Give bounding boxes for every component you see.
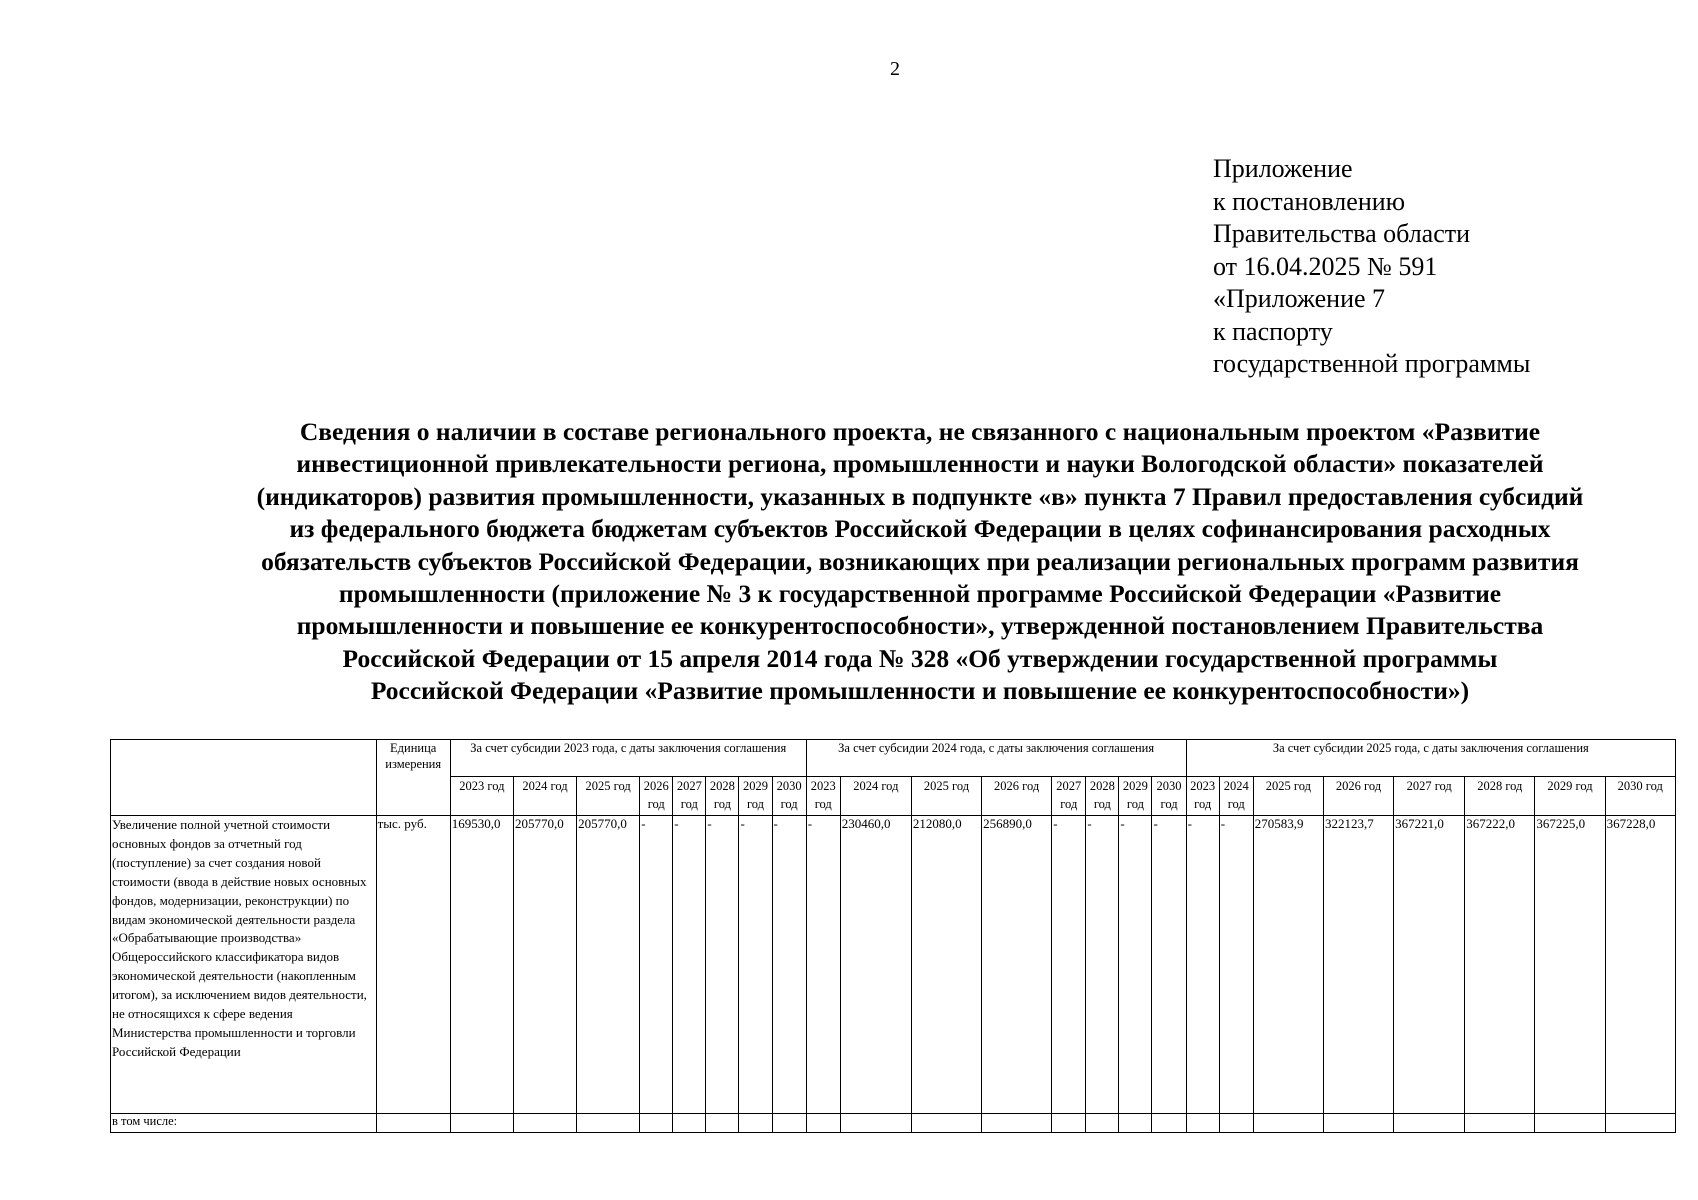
empty-cell	[840, 1114, 911, 1133]
empty-cell	[376, 1114, 450, 1133]
document-title	[160, 416, 1680, 708]
appendix-line: Приложение	[1213, 154, 1353, 183]
value-cell: -	[640, 816, 673, 1114]
year-header: 2027 год	[1052, 777, 1086, 816]
indicators-table	[110, 739, 1676, 1133]
empty-cell	[772, 1114, 806, 1133]
title-line: из федерального бюджета бюджетам субъектов Российской Федерации в целях софинансирования расходных	[289, 514, 1551, 544]
empty-cell	[450, 1114, 513, 1133]
title-line: промышленности (приложение № 3 к государственной программе Российской Федерации «Развитие	[338, 579, 1502, 609]
value-cell: 205770,0	[513, 816, 576, 1114]
page-number: 2	[890, 58, 900, 80]
empty-cell	[1186, 1114, 1219, 1133]
group-header-2023: За счет субсидии 2023 года, с даты заключения соглашения	[450, 740, 806, 777]
title-line: промышленности и повышение ее конкурентоспособности», утвержденной постановлением Правительства	[296, 611, 1544, 641]
value-cell: -	[673, 816, 706, 1114]
year-header: 2029 год	[739, 777, 772, 816]
empty-cell	[1119, 1114, 1152, 1133]
year-header: 2024 год	[1219, 777, 1253, 816]
empty-cell	[1394, 1114, 1465, 1133]
year-header: 2028 год	[1086, 777, 1119, 816]
empty-cell	[1152, 1114, 1186, 1133]
indicator-name-cell: Увеличение полной учетной стоимости основных фондов за отчетный год (поступление) за счет создания новой стоимости (ввода в действие новых основных фондов, модернизации, реконструкции) по видам экономической деятельности раздела «Обрабатывающие производства» Общероссийского классификатора видов экономической деятельности (накопленным итогом), за исключением видов деятельности, не относящихся к сфере ведения Министерства промышленности и торговли Российской Федерации	[111, 816, 377, 1114]
appendix-line: к паспорту	[1213, 316, 1333, 346]
appendix-line: государственной программы	[1213, 349, 1531, 378]
year-header: 2023 год	[806, 777, 840, 816]
year-header: 2030 год	[772, 777, 806, 816]
year-header: 2027 год	[1394, 777, 1465, 816]
value-cell: 367228,0	[1605, 816, 1675, 1114]
value-cell: -	[1052, 816, 1086, 1114]
table-row	[111, 816, 1676, 1114]
unit-cell: тыс. руб.	[376, 816, 450, 1114]
value-cell: 322123,7	[1323, 816, 1393, 1114]
value-cell: 212080,0	[911, 816, 981, 1114]
value-cell: 367222,0	[1465, 816, 1535, 1114]
value-cell: 367225,0	[1535, 816, 1605, 1114]
empty-cell	[1535, 1114, 1605, 1133]
appendix-line: «Приложение 7	[1213, 284, 1386, 313]
title-line: Сведения о наличии в составе регионального проекта, не связанного с национальным проектом «Развитие	[299, 417, 1541, 446]
title-line: (индикаторов) развития промышленности, указанных в подпункте «в» пункта 7 Правил предоставления субсидий	[256, 481, 1584, 511]
empty-cell	[1323, 1114, 1393, 1133]
empty-cell	[513, 1114, 576, 1133]
year-header: 2029 год	[1119, 777, 1152, 816]
value-cell: -	[772, 816, 806, 1114]
value-cell: 270583,9	[1253, 816, 1323, 1114]
indicator-name-header	[111, 740, 377, 816]
year-header: 2026 год	[1323, 777, 1393, 816]
appendix-line: к постановлению	[1213, 186, 1406, 216]
year-header: 2023 год	[450, 777, 513, 816]
year-header: 2027 год	[673, 777, 706, 816]
empty-cell	[806, 1114, 840, 1133]
value-cell: -	[1119, 816, 1152, 1114]
value-cell: -	[806, 816, 840, 1114]
value-cell: -	[1152, 816, 1186, 1114]
year-header: 2024 год	[840, 777, 911, 816]
value-cell: -	[706, 816, 739, 1114]
year-header: 2024 год	[513, 777, 576, 816]
value-cell: 230460,0	[840, 816, 911, 1114]
empty-cell	[640, 1114, 673, 1133]
year-header: 2026 год	[640, 777, 673, 816]
value-cell: 256890,0	[982, 816, 1052, 1114]
value-cell: -	[739, 816, 772, 1114]
empty-cell	[1605, 1114, 1675, 1133]
empty-cell	[706, 1114, 739, 1133]
year-header: 2025 год	[911, 777, 981, 816]
empty-cell	[1086, 1114, 1119, 1133]
title-line: Российской Федерации «Развитие промышленности и повышение ее конкурентоспособности»)	[370, 676, 1470, 706]
appendix-line: от 16.04.2025 № 591	[1213, 251, 1438, 281]
appendix-block	[1213, 153, 1530, 381]
year-header: 2026 год	[982, 777, 1052, 816]
title-line: Российской Федерации от 15 апреля 2014 года № 328 «Об утверждении государственной программы	[342, 643, 1498, 673]
empty-cell	[739, 1114, 772, 1133]
unit-header: Единица измерения	[376, 740, 450, 816]
year-header: 2025 год	[577, 777, 640, 816]
year-header: 2028 год	[706, 777, 739, 816]
appendix-line: Правительства области	[1213, 219, 1471, 248]
value-cell: 205770,0	[577, 816, 640, 1114]
value-cell: -	[1219, 816, 1253, 1114]
empty-cell	[911, 1114, 981, 1133]
title-line: инвестиционной привлекательности региона, промышленности и науки Вологодской области» показателей	[296, 449, 1544, 479]
year-header: 2023 год	[1186, 777, 1219, 816]
value-cell: -	[1086, 816, 1119, 1114]
empty-cell	[673, 1114, 706, 1133]
empty-cell	[577, 1114, 640, 1133]
empty-cell	[1465, 1114, 1535, 1133]
year-header: 2029 год	[1535, 777, 1605, 816]
year-header: 2030 год	[1605, 777, 1675, 816]
year-header: 2025 год	[1253, 777, 1323, 816]
empty-cell	[1052, 1114, 1086, 1133]
value-cell: -	[1186, 816, 1219, 1114]
value-cell: 367221,0	[1394, 816, 1465, 1114]
empty-cell	[982, 1114, 1052, 1133]
group-header-2025: За счет субсидии 2025 года, с даты заключения соглашения	[1186, 740, 1675, 777]
empty-cell	[1253, 1114, 1323, 1133]
year-header: 2028 год	[1465, 777, 1535, 816]
value-cell: 169530,0	[450, 816, 513, 1114]
empty-cell	[1219, 1114, 1253, 1133]
subrow-label-cell: в том числе:	[111, 1114, 377, 1133]
group-header-2024: За счет субсидии 2024 года, с даты заключения соглашения	[806, 740, 1186, 777]
year-header: 2030 год	[1152, 777, 1186, 816]
table-row	[111, 1114, 1676, 1133]
title-line: обязательств субъектов Российской Федерации, возникающих при реализации региональных программ развития	[261, 546, 1579, 576]
